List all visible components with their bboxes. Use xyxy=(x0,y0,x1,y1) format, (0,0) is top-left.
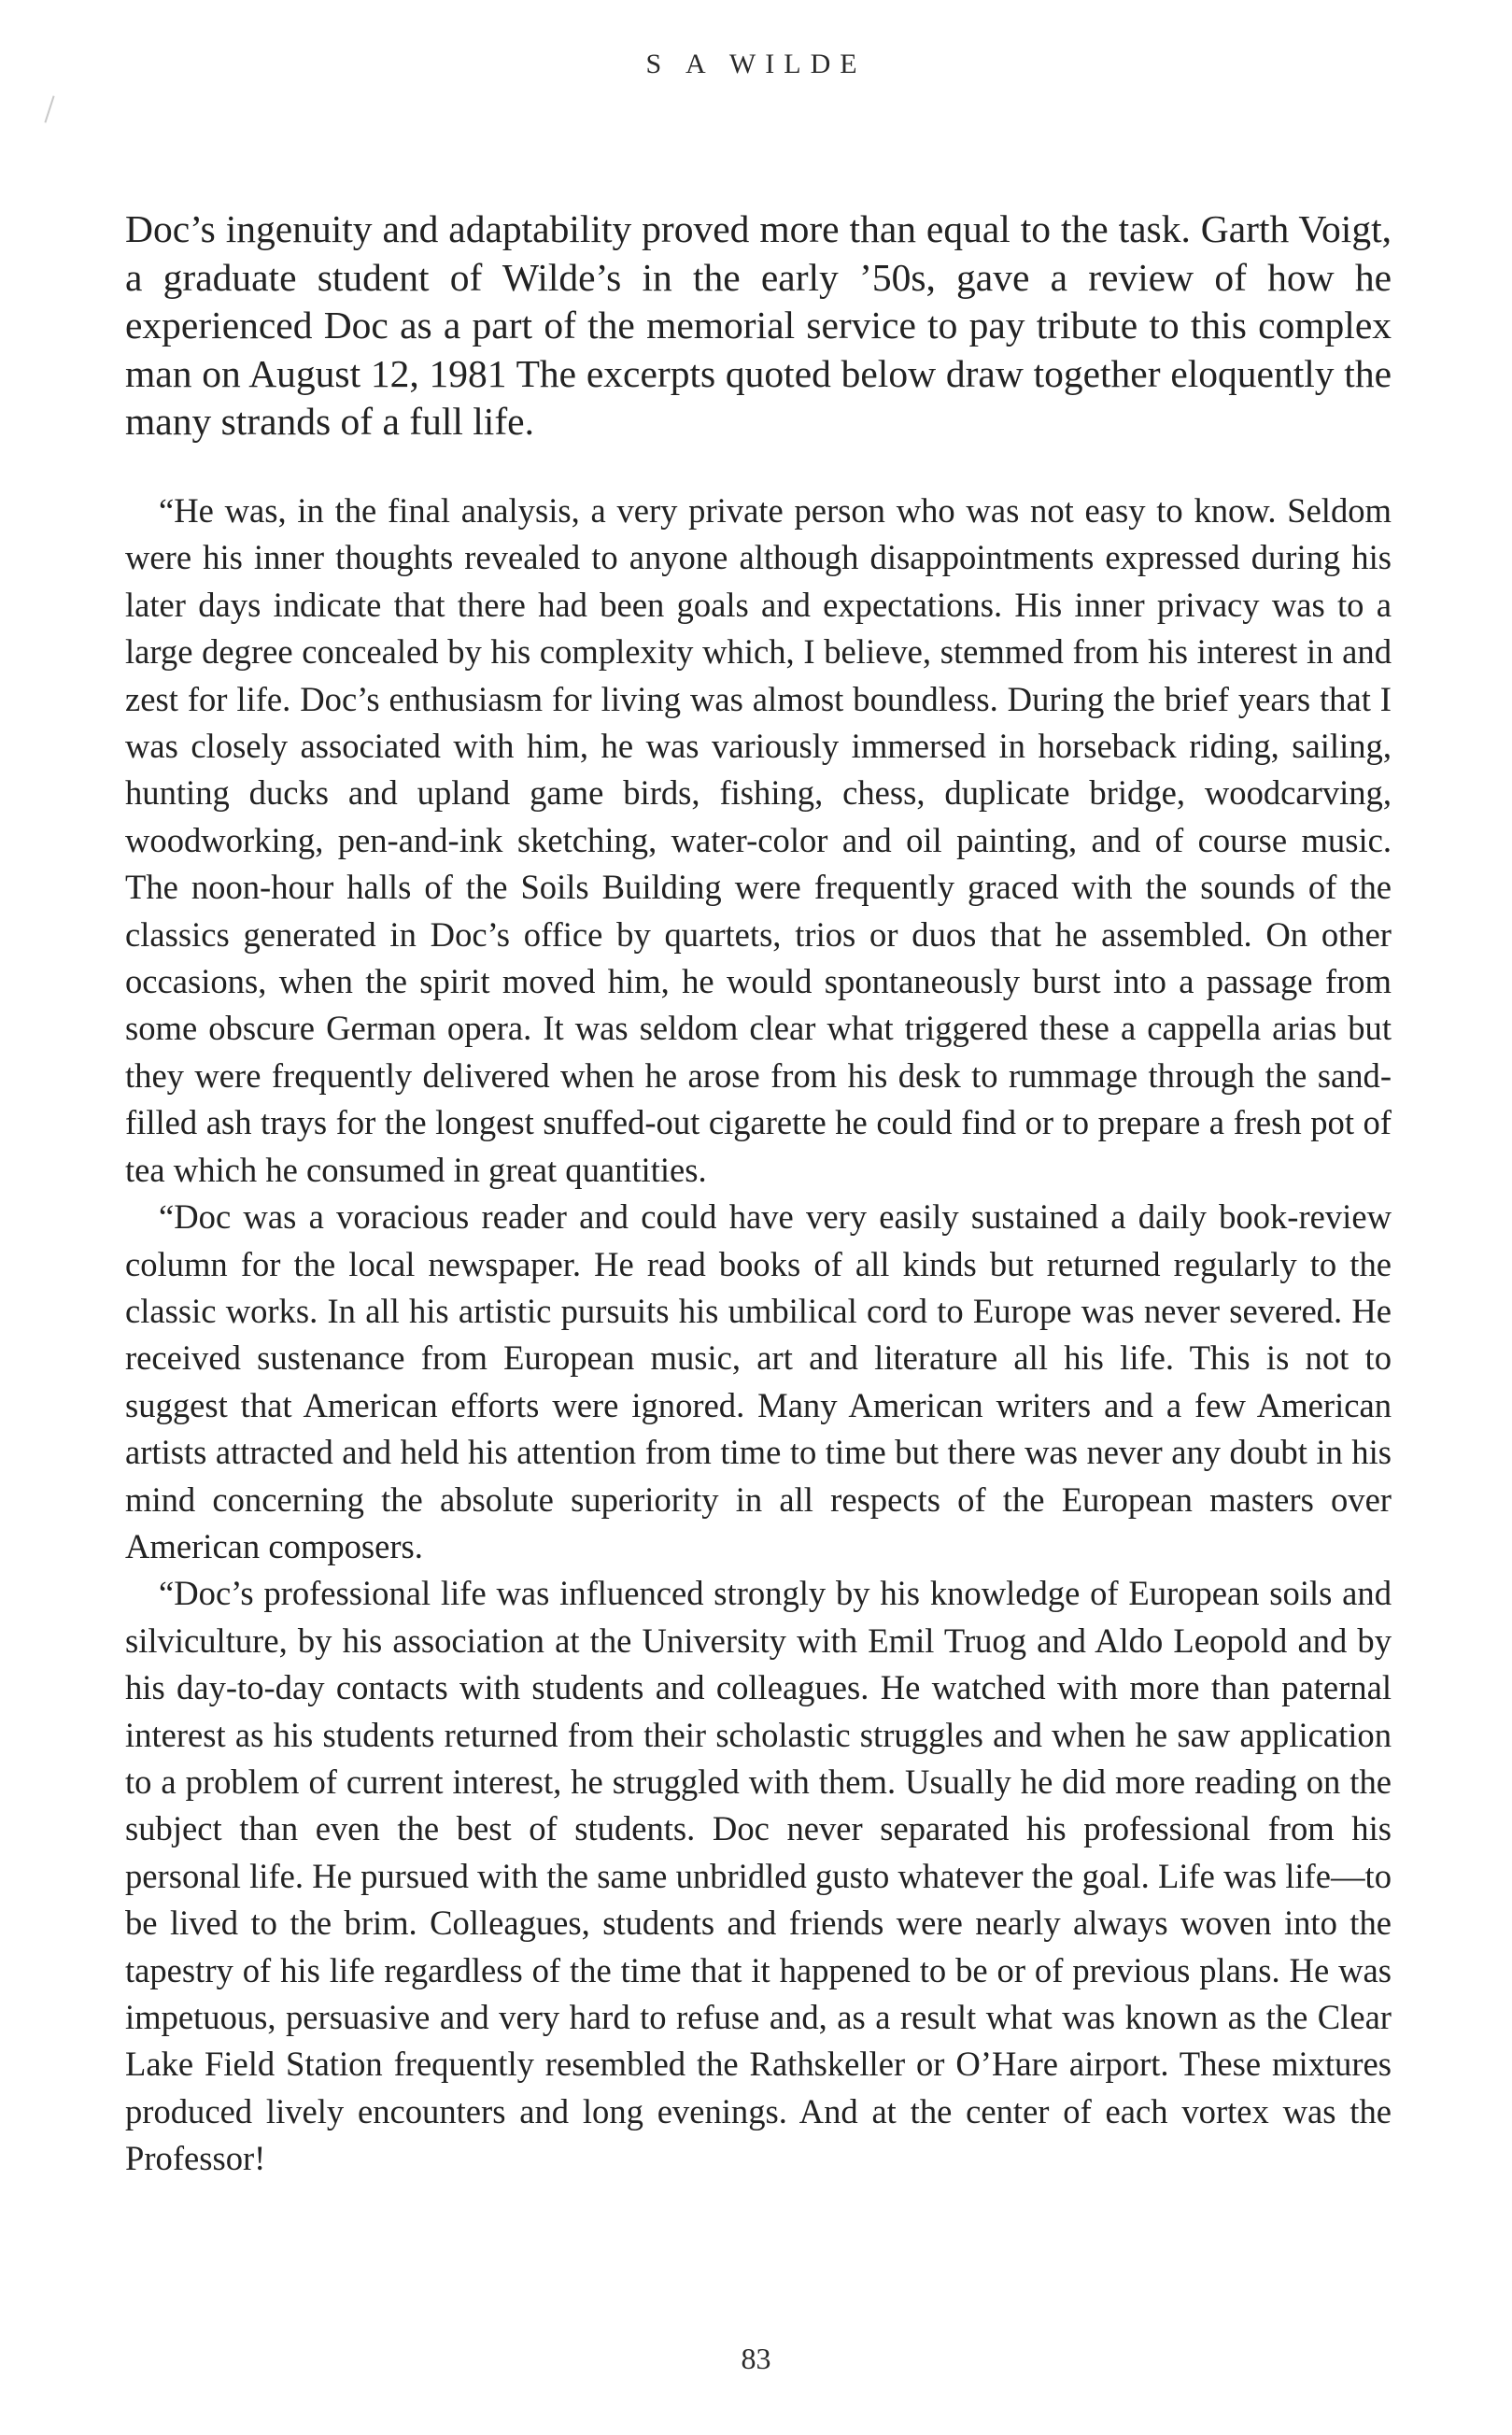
quote-paragraph-private-person: “He was, in the final analysis, a very private person who was not easy to know. Seldom were his inner thoughts revealed to anyone although disappointments expressed during his later days indicate that there had been goals and expectations. His inner privacy was to a large degree concealed by his complexity which, I believe, stemmed from his interest in and zest for life. Doc’s enthusiasm for living was almost boundless. During the brief years that I was closely associated with him, he was variously immersed in horseback riding, sailing, hunting ducks and upland game birds, fishing, chess, duplicate bridge, woodcarving, woodworking, pen-and-ink sketching, water-color and oil painting, and of course music. The noon-hour halls of the Soils Building were frequently graced with the sounds of the classics generated in Doc’s office by quartets, trios or duos that he assembled. On other occasions, when the spirit moved him, he would spontaneously burst into a passage from some obscure German opera. It was seldom clear what triggered these a cappella arias but they were frequently delivered when he arose from his desk to rummage through the sand-filled ash trays for the longest snuffed-out cigarette he could find or to prepare a fresh pot of tea which he consumed in great quantities. xyxy=(125,491,1392,1189)
margin-pencil-mark xyxy=(44,95,54,122)
quote-paragraph-professional-life: “Doc’s professional life was influenced strongly by his knowledge of European soils and silviculture, by his association at the University with Emil Truog and Aldo Leopold and by his day-to-day contacts with students and colleagues. He watched with more than paternal interest as his students returned from their scholastic struggles and when he saw application to a problem of current interest, he struggled with them. Usually he did more reading on the subject than even the best of students. Doc never separated his professional from his personal life. He pursued with the same unbridled gusto whatever the goal. Life was life—to be lived to the brim. Colleagues, students and friends were nearly always woven into the tapestry of his life regardless of the time that it happened to be or of previous plans. He was impetuous, persuasive and very hard to refuse and, as a result what was known as the Clear Lake Field Station frequently resembled the Rathskeller or O’Hare airport. These mixtures produced lively encounters and long evenings. And at the center of each vortex was the Professor! xyxy=(125,1574,1392,2178)
running-head: S A WILDE xyxy=(645,49,867,79)
intro-paragraph: Doc’s ingenuity and adaptability proved more than equal to the task. Garth Voigt, a graduate student of Wilde’s in the early ’50s, gave a review of how he experienced Doc as a part of the memorial service to pay tribute to this complex man on August 12, 1981 The excerpts quoted below draw together eloquently the many strands of a full life. xyxy=(125,207,1392,443)
quote-paragraph-voracious-reader: “Doc was a voracious reader and could have very easily sustained a daily book-review column for the local newspaper. He read books of all kinds but returned regularly to the classic works. In all his artistic pursuits his umbilical cord to Europe was never severed. He received sustenance from European music, art and literature all his life. This is not to suggest that American efforts were ignored. Many American writers and a few American artists attracted and held his attention from time to time but there was never any doubt in his mind concerning the absolute superiority in all respects of the European masters over American composers. xyxy=(125,1197,1392,1565)
memorial-quote xyxy=(125,488,1392,2183)
page-number: 83 xyxy=(741,2342,771,2375)
intro-section xyxy=(125,205,1392,446)
